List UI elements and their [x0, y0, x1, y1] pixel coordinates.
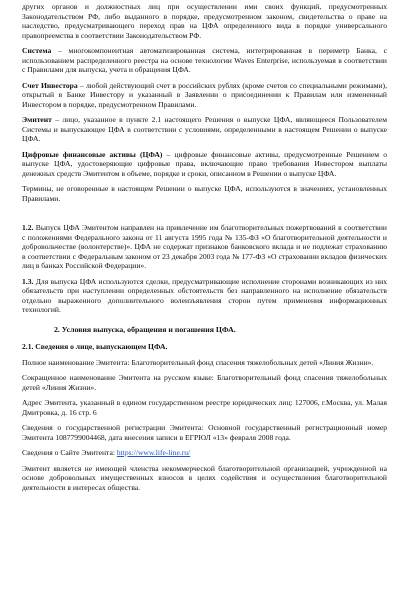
- definition-term: Эмитент: [22, 115, 52, 124]
- definition-system: [22, 46, 387, 75]
- definition-term: Система: [22, 46, 52, 55]
- issuer-membership: Эмитент является не имеющей членства некоммерческой благотворительной организацией, учрежденной на основе добровольных имущественных взносов в целях содействия и осуществления благотворительной деятельности в интересах общества.: [22, 463, 387, 492]
- clause-1-3: [22, 277, 387, 315]
- definition-investor-account: [22, 81, 387, 110]
- terms-note: Термины, не оговоренные в настоящем Решении о выпуске ЦФА, используются в значениях, установленных Правилами.: [22, 184, 387, 203]
- clause-text: Для выпуска ЦФА используются сделки, предусматривающие исполнение сторонами возникающих из них обязательств при наступлении определенных обстоятельств без направленного на исполнение обязательств отдельно выраженного дополнительного волеизъявления сторон путем применения информационных технологий.: [22, 276, 387, 314]
- issuer-website: [22, 448, 387, 458]
- spacer: [22, 209, 387, 223]
- definition-text: – цифровые финансовые активы, предусмотренные Решением о выпуске ЦФА, удостоверяющие цифровые права, включающие право требования Инвестором выплаты денежных средств Эмитентом в объеме, порядке и сроки, описанном в Решении о выпуске ЦФА.: [22, 149, 387, 178]
- section-2-1-subtitle: 2.1. Сведения о лице, выпускающем ЦФА.: [22, 342, 168, 351]
- definition-issuer: [22, 115, 387, 144]
- intro-continuation: других органов и должностных лиц при осуществлении ими своих функций, предусмотренных Законодательством РФ, либо выданного в порядке, предусмотренном законом, свидетельства о праве на наследство, предусматривающего переход прав на ЦФА определенного вида в порядке универсального правопреемства в соответствии Законодательством РФ.: [22, 2, 387, 40]
- issuer-address: Адрес Эмитента, указанный в едином государственном реестре юридических лиц: 127006, г.Москва, ул. Малая Дмитровка, д. 16 стр. 6: [22, 398, 387, 417]
- clause-number: 1.3.: [22, 276, 34, 286]
- definition-dfa: [22, 150, 387, 179]
- clause-1-2: [22, 223, 387, 271]
- definition-term: Счет Инвестора: [22, 80, 78, 90]
- section-2-title: 2. Условия выпуска, обращения и погашения ЦФА.: [54, 324, 236, 334]
- definition-text: – многокомпонентная автоматизированная система, интегрированная в периметр Банка, с использованием распределенного реестра на основе технологии Waves Enterprise, используемая в соответствии с Правилами для выпуска, учета и обращения ЦФА.: [22, 46, 387, 74]
- website-label: Сведения о Сайте Эмитента:: [22, 448, 117, 457]
- issuer-full-name: Полное наименование Эмитента: Благотворительный фонд спасения тяжелобольных детей «Линия Жизни».: [22, 357, 374, 367]
- definition-text: – любой действующий счет в российских рублях (кроме счетов со специальными режимами), открытый в Банке Инвестору и указанный в Заявлении о присоединении к Правилам или измененный Инвестором в порядке, предусмотренном Правилами.: [22, 80, 387, 109]
- definition-term: Цифровые финансовые активы (ЦФА): [22, 149, 163, 159]
- issuer-registration: Сведения о государственной регистрации Эмитента: Основной государственный регистрационный номер Эмитента 1087799004468, дата внесения записи в ЕГРЮЛ «13» февраля 2008 года.: [22, 423, 387, 442]
- clause-number: 1.2.: [22, 223, 34, 232]
- issuer-short-name: Сокращенное наименование Эмитента на русском языке: Благотворительный фонд спасения тяжелобольных детей «Линия Жизни».: [22, 373, 387, 392]
- website-link[interactable]: https://www.life-line.ru/: [116, 448, 191, 457]
- definition-text: – лицо, указанное в пункте 2.1 настоящего Решения о выпуске ЦФА, являющееся Пользователем Системы и выпускающее ЦФА в соответствии с условиями, определенными в настоящем Решении о выпуске ЦФА.: [22, 115, 387, 143]
- clause-text: Выпуск ЦФА Эмитентом направлен на привлечение им благотворительных пожертвований в соответствии с положениями Федерального закона от 11 августа 1995 года № 135-ФЗ «О благотворительной деятельности и добровольчестве (волонтерстве)». ЦФА не содержат признаков банковского вклада и не подлежат страхованию в соответствии с Федеральным законом от 23 декабря 2003 года № 177-ФЗ «О страховании вкладов физических лиц в банках Российской Федерации».: [22, 223, 387, 270]
